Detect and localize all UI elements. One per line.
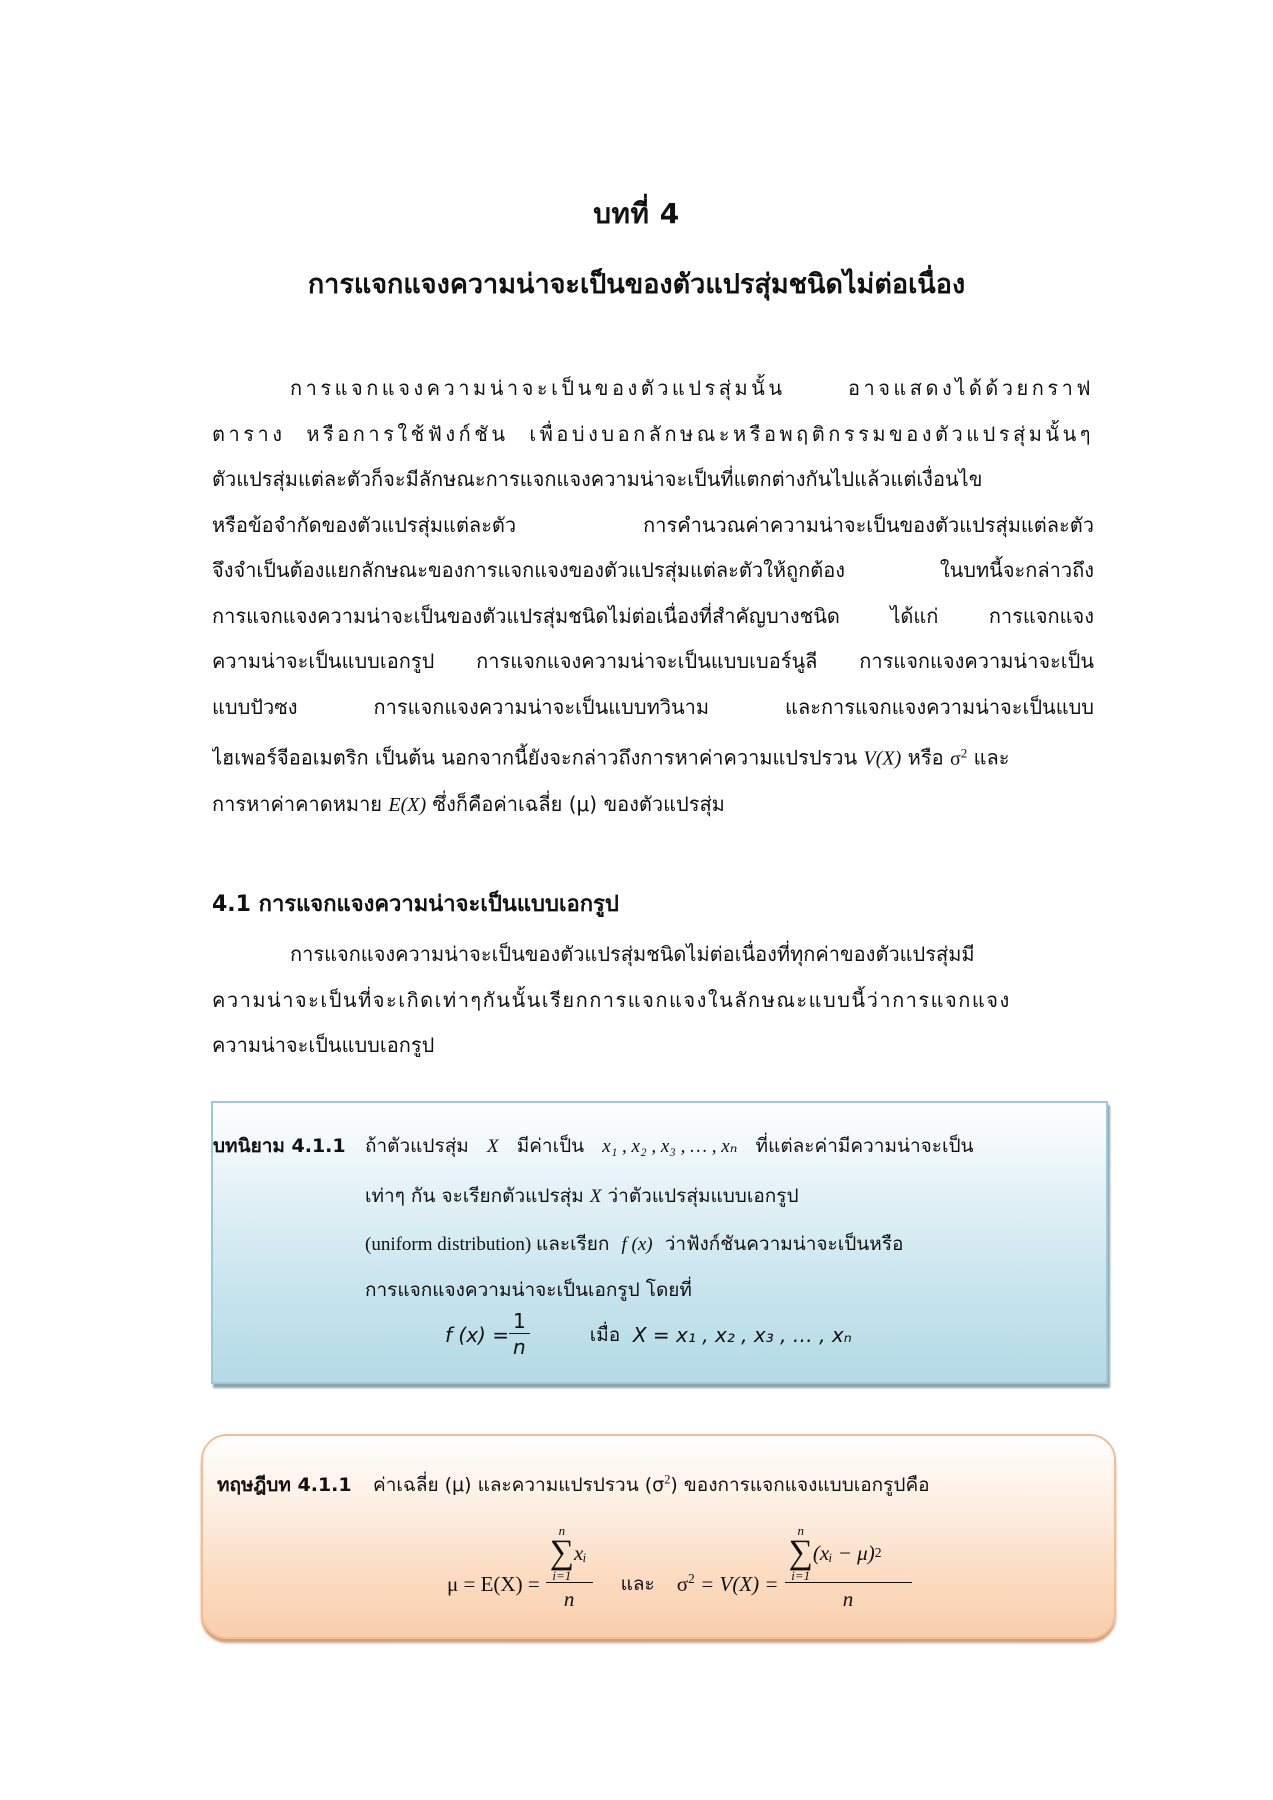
sum-upper-limit: n [558,1523,566,1538]
section-heading-4-1: 4.1 การแจกแจงความน่าจะเป็นแบบเอกรูป [212,892,619,917]
theorem-text: ค่าเฉลี่ย (μ) และความแปรปรวน (σ [373,1474,665,1496]
section-4-1-paragraph [212,932,1094,1069]
intro-line-5: จึงจำเป็นต้องแยกลักษณะของการแจกแจงของตัวแปรสุ่มแต่ละตัวให้ถูกต้อง ในบทนี้จะกล่าวถึง [212,558,1094,582]
intro-line-3: ตัวแปรสุ่มแต่ละตัวก็จะมีลักษณะการแจกแจงความน่าจะเป็นที่แตกต่างกันไปแล้วแต่เงื่อนไข [212,467,983,491]
section-line-1: การแจกแจงความน่าจะเป็นของตัวแปรสุ่มชนิดไม่ต่อเนื่องที่ทุกค่าของตัวแปรสุ่มมี [290,942,975,966]
intro-line-10-text: การหาค่าคาดหมาย [212,792,383,817]
intro-line-9-text: ไฮเพอร์จีออเมตริก เป็นต้น นอกจากนี้ยังจะกล่าวถึงการหาค่าความแปรปรวน [212,745,858,770]
section-line-2: ความน่าจะเป็นที่จะเกิดเท่าๆกันนั้นเรียกการแจกแจงในลักษณะแบบนี้ว่าการแจกแจง [212,987,1011,1012]
sigma-exponent: 2 [688,1571,695,1587]
definition-text: ว่าฟังก์ชันความน่าจะเป็นหรือ [664,1233,904,1255]
definition-text: มีค่าเป็น [516,1135,585,1157]
intro-line-6: การแจกแจงความน่าจะเป็นของตัวแปรสุ่มชนิดไม่ต่อเนื่องที่สำคัญบางชนิด ได้แก่ การแจกแจง [212,603,1094,628]
formula-lhs: f (x) = [445,1322,509,1347]
sigma-glyph: σ [949,747,961,770]
definition-line-4: การแจกแจงความน่าจะเป็นเอกรูป โดยที่ [365,1279,692,1301]
theorem-text: ) ของการแจกแจงแบบเอกรูปคือ [670,1474,930,1496]
intro-paragraph [212,366,1094,829]
definition-text: ที่แต่ละค่ามีความน่าจะเป็น [755,1135,974,1157]
definition-text: ว่าตัวแปรสุ่มแบบเอกรูป [607,1185,799,1207]
theorem-statement [373,1470,930,1500]
sigma-exponent: 2 [664,1472,671,1487]
expectation-symbol: E(X) [388,794,427,817]
mean-lhs [447,1572,540,1597]
variance-symbol: V(X) [863,747,902,770]
summation-icon: n ∑ i=1 [549,1523,574,1584]
intro-line-8: แบบปัวซง การแจกแจงความน่าจะเป็นแบบทวินาม และการแจกแจงความน่าจะเป็นแบบ [212,694,1094,719]
and-word: และ [973,745,1010,770]
definition-line-2 [365,1181,799,1211]
intro-line-7: ความน่าจะเป็นแบบเอกรูป การแจกแจงความน่าจะเป็นแบบเบอร์นูลี การแจกแจงความน่าจะเป็น [212,649,1094,673]
variance-lhs [677,1571,779,1597]
chapter-number: บทที่ 4 [593,197,680,230]
intro-line-2: ตาราง หรือการใช้ฟังก์ชัน เพื่อบ่งบอกลักษณะหรือพฤติกรรมของตัวแปรสุ่มนั้นๆ [212,421,1094,446]
theorem-formulas [447,1524,918,1612]
intro-line-4: หรือข้อจำกัดของตัวแปรสุ่มแต่ละตัว การคำนวณค่าความน่าจะเป็นของตัวแปรสุ่มแต่ละตัว [212,512,1094,537]
definition-label: บทนิยาม 4.1.1 [213,1135,346,1157]
and-word: และ [620,1573,655,1596]
fraction-one-over-n [509,1309,530,1360]
when-word: เมื่อ [589,1323,621,1346]
intro-line-9 [212,730,1094,782]
variable-x: X [486,1136,499,1157]
definition-line-1 [365,1131,974,1161]
variance-lhs-text: = V(X) = [700,1572,779,1597]
sigma-glyph: σ [676,1572,689,1597]
fraction-denominator: n [512,1335,526,1359]
sum-lower-limit: i=1 [791,1568,811,1584]
sigma-exponent: 2 [960,745,968,760]
sum-term: (xᵢ − μ) [812,1540,875,1565]
or-word: หรือ [907,745,944,770]
intro-line-1: การแจกแจงความน่าจะเป็นของตัวแปรสุ่มนั้น อาจแสดงได้ด้วยกราฟ [290,376,1094,400]
theorem-label: ทฤษฎีบท 4.1.1 [217,1474,352,1496]
theorem-box [201,1434,1116,1639]
intro-line-10 [212,782,1094,829]
mean-fraction [546,1524,593,1612]
sum-term: xᵢ [573,1540,587,1565]
function-symbol: f (x) [621,1234,653,1255]
mean-denominator: n [563,1587,575,1612]
mean-numerator [546,1524,593,1583]
definition-text: เท่าๆ กัน จะเรียกตัวแปรสุ่ม [365,1185,584,1207]
definition-text: ถ้าตัวแปรสุ่ม [365,1135,469,1157]
section-line-3: ความน่าจะเป็นแบบเอกรูป [212,1033,435,1057]
formula-rhs: X = x₁ , x₂ , x₃ , … , xₙ [632,1322,852,1347]
mean-lhs-text: μ = E(X) = [447,1571,540,1596]
sum-upper-limit: n [797,1523,804,1538]
sum-term-exponent: 2 [874,1545,882,1561]
fraction-numerator: 1 [509,1309,530,1334]
variance-fraction [785,1524,912,1612]
definition-line-3 [365,1229,903,1259]
sum-lower-limit: i=1 [552,1568,572,1584]
intro-line-10-rest: ซึ่งก็คือค่าเฉลี่ย (μ) ของตัวแปรสุ่ม [432,792,725,817]
definition-box [211,1101,1108,1384]
variable-x: X [589,1186,602,1207]
value-list: x₁ , x₂ , x₃ , … , xₙ [602,1136,738,1157]
variance-numerator [785,1524,912,1583]
summation-icon: n ∑ i=1 [788,1523,813,1584]
sigma-symbol [949,745,968,770]
chapter-title: การแจกแจงความน่าจะเป็นของตัวแปรสุ่มชนิดไม่ต่อเนื่อง [307,269,966,300]
variance-denominator: n [842,1587,854,1612]
definition-text: (uniform distribution) และเรียก [365,1234,610,1255]
definition-formula [445,1309,852,1360]
